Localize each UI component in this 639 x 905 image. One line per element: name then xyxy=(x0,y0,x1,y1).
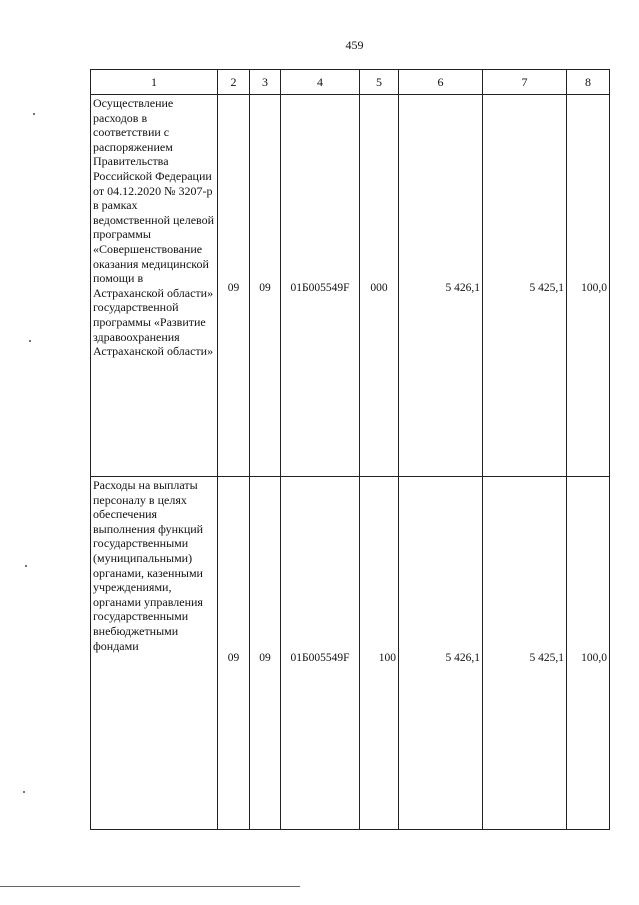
section-code-cell xyxy=(218,477,250,830)
column-header: 1 xyxy=(91,70,218,95)
execution-percent: 100,0 xyxy=(581,282,607,294)
target-article-code: 01Б005549F xyxy=(290,652,350,664)
page-number: 459 xyxy=(345,38,364,52)
row-description: Расходы на выплаты персоналу в целях обеспечения выполнения функций государственными (муниципальными) органами, казенными учреждениями, органами управления государственными внебюджетными фондами xyxy=(91,477,218,830)
scan-speck xyxy=(29,340,31,342)
target-article-cell xyxy=(281,477,360,830)
executed-amount: 5 425,1 xyxy=(529,652,564,664)
row-description: Осуществление расходов в соответствии с распоряжением Правительства Российской Федерации от 04.12.2020 № 3207-р в рамках ведомственной целевой программы «Совершенствование оказания медицинской помощи в Астраханской области» государственной программы «Развитие здравоохранения Астраханской области» xyxy=(91,95,218,477)
executed-amount-cell xyxy=(483,477,567,830)
column-header: 7 xyxy=(483,70,567,95)
executed-amount: 5 425,1 xyxy=(529,282,564,294)
subsection-code-cell xyxy=(250,95,281,477)
table-header-row xyxy=(91,70,610,95)
subsection-code-cell xyxy=(250,477,281,830)
expense-type-code: 100 xyxy=(378,652,396,664)
scan-speck xyxy=(23,791,25,793)
section-code: 09 xyxy=(227,652,240,664)
approved-amount-cell xyxy=(399,95,483,477)
executed-amount-cell xyxy=(483,95,567,477)
column-header: 6 xyxy=(399,70,483,95)
subsection-code: 09 xyxy=(259,652,271,664)
target-article-cell xyxy=(281,95,360,477)
execution-percent-cell xyxy=(567,95,610,477)
column-header: 8 xyxy=(567,70,610,95)
scan-edge-line xyxy=(0,886,300,887)
subsection-code: 09 xyxy=(259,282,271,294)
table-row xyxy=(91,95,610,477)
column-header: 2 xyxy=(218,70,250,95)
section-code: 09 xyxy=(227,282,240,294)
approved-amount: 5 426,1 xyxy=(445,282,480,294)
budget-table xyxy=(90,69,610,830)
column-header: 4 xyxy=(281,70,360,95)
section-code-cell xyxy=(218,95,250,477)
scan-speck xyxy=(33,113,35,115)
column-header: 5 xyxy=(360,70,399,95)
table-row xyxy=(91,477,610,830)
execution-percent-cell xyxy=(567,477,610,830)
scan-speck xyxy=(25,565,27,567)
column-header: 3 xyxy=(250,70,281,95)
approved-amount: 5 426,1 xyxy=(445,652,480,664)
expense-type-cell xyxy=(360,477,399,830)
approved-amount-cell xyxy=(399,477,483,830)
target-article-code: 01Б005549F xyxy=(290,282,350,294)
expense-type-code: 000 xyxy=(370,282,388,294)
expense-type-cell xyxy=(360,95,399,477)
execution-percent: 100,0 xyxy=(581,652,607,664)
